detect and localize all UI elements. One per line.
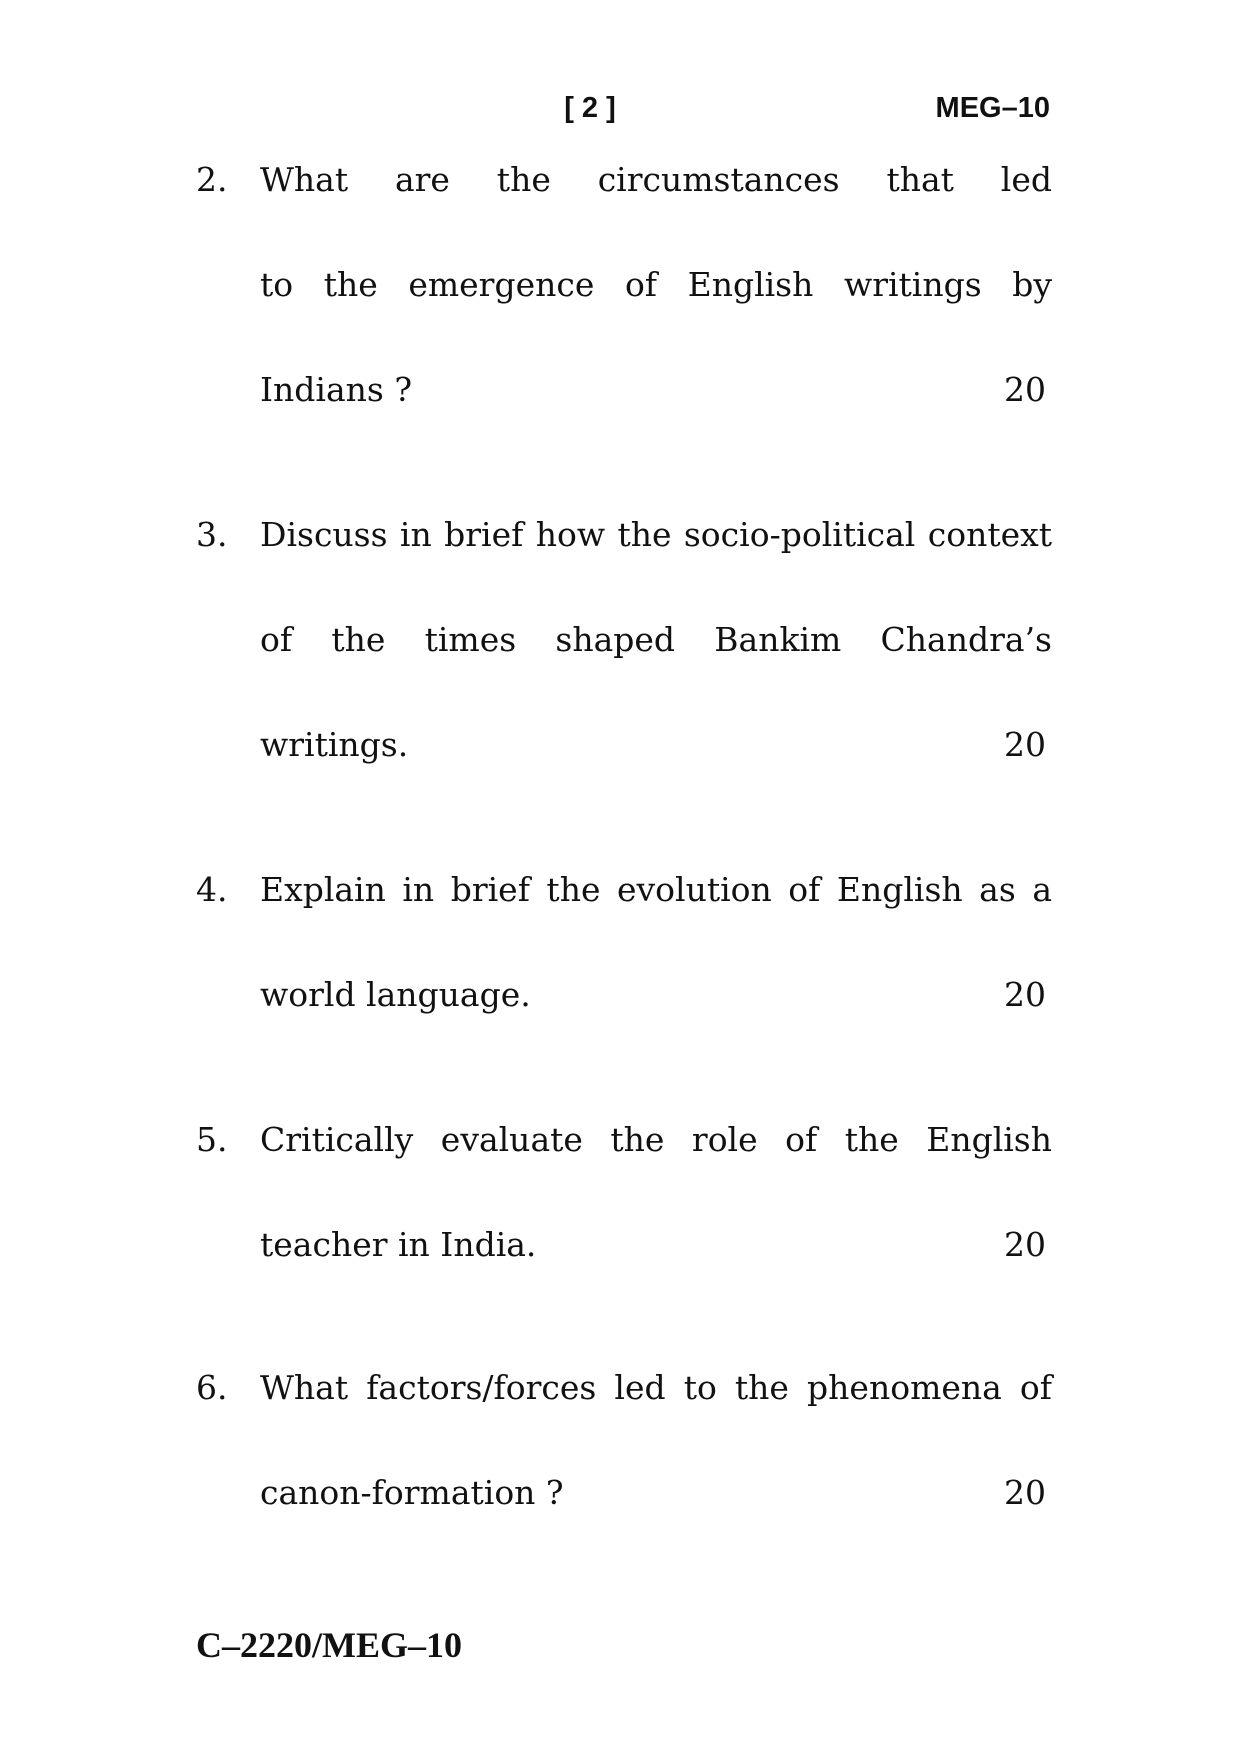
question-marks: 20 xyxy=(1004,1473,1046,1512)
question-number: 4. xyxy=(196,870,228,909)
question-last-line xyxy=(260,1215,1052,1275)
question-number: 2. xyxy=(196,160,228,199)
question-last-line xyxy=(260,1463,1052,1523)
question-text-line: of the times shaped Bankim Chandra’s xyxy=(260,620,1052,659)
question-marks: 20 xyxy=(1004,370,1046,409)
paper-code: MEG–10 xyxy=(935,92,1050,124)
question-marks: 20 xyxy=(1004,975,1046,1014)
question-text-line: world language. xyxy=(260,975,531,1014)
question-text-line: Critically evaluate the role of the English xyxy=(260,1120,1052,1159)
question-last-line xyxy=(260,360,1052,420)
question-text-line: teacher in India. xyxy=(260,1225,537,1264)
question-text-line: to the emergence of English writings by xyxy=(260,265,1052,304)
question-last-line xyxy=(260,965,1052,1025)
question-text-line: Discuss in brief how the socio-political context xyxy=(260,515,1052,554)
question-number: 3. xyxy=(196,515,228,554)
question-text-line: Indians ? xyxy=(260,370,413,409)
question-number: 6. xyxy=(196,1368,228,1407)
question-marks: 20 xyxy=(1004,725,1046,764)
question-number: 5. xyxy=(196,1120,228,1159)
footer-code: C–2220/MEG–10 xyxy=(196,1625,462,1665)
question-text-line: canon-formation ? xyxy=(260,1473,564,1512)
question-last-line xyxy=(260,715,1052,775)
question-text-line: What factors/forces led to the phenomena of xyxy=(260,1368,1052,1407)
question-text-line: Explain in brief the evolution of English as a xyxy=(260,870,1052,909)
page-number: [ 2 ] xyxy=(564,92,616,124)
question-text-line: What are the circumstances that led xyxy=(260,160,1052,199)
question-marks: 20 xyxy=(1004,1225,1046,1264)
question-text-line: writings. xyxy=(260,725,409,764)
